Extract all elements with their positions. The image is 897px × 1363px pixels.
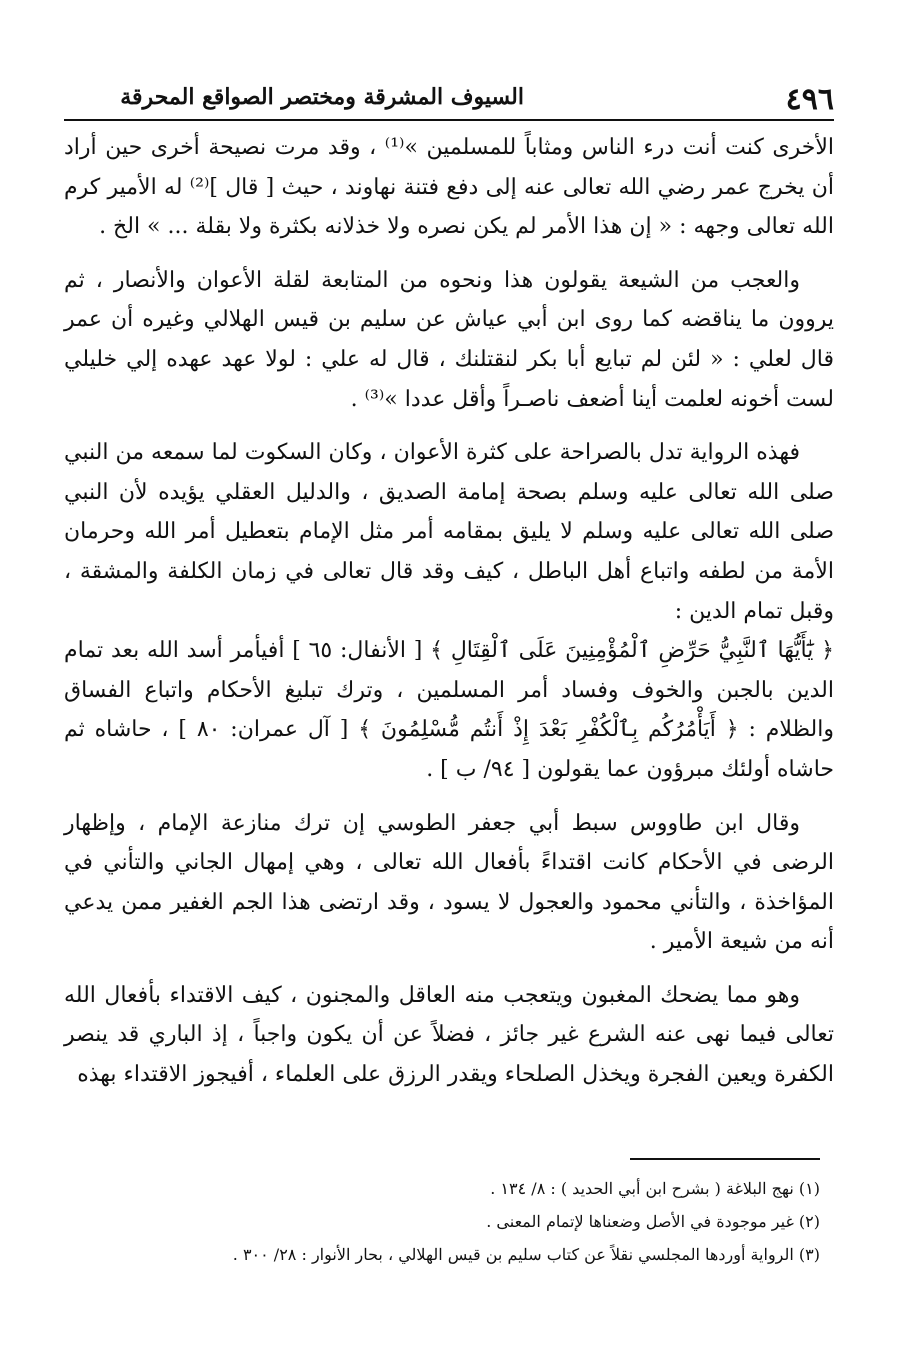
header-rule <box>64 119 834 121</box>
paragraph-2: والعجب من الشيعة يقولون هذا ونحوه من المتابعة لقلة الأعوان والأنصار ، ثم يروون ما يناقضه كما روى ابن أبي عياش عن سليم بن قيس الهلالي وغيره أن عمر قال لعلي : « لئن لم تبايع أبا بكر لنقتلنك ، قال له علي : لولا عهد عهده إلي خليلي لست أخونه لعلمت أينا أضعف ناصـراً وأقل عددا »⁽³⁾ . <box>64 267 834 412</box>
footnote-3: (٣) الرواية أوردها المجلسي نقلاً عن كتاب سليم بن قيس الهلالي ، بحار الأنوار : ٢٨/ ٣٠٠ . <box>232 1245 820 1264</box>
footnote-rule <box>630 1158 820 1160</box>
page-number: ٤٩٦ <box>785 82 834 117</box>
main-text <box>64 128 834 1109</box>
paragraph-4: ﴿ يَٰٓأَيُّهَا ٱلنَّبِيُّ حَرِّضِ ٱلْمُؤْمِنِينَ عَلَى ٱلْقِتَالِ ﴾ [ الأنفال: ٦٥ ] أفيأمر أسد الله بعد تمام الدين بالجبن والخوف وفساد أمر المسلمين ، وترك تبليغ الأحكام واتباع الفساق والظلام : ﴿ أَيَأْمُرُكُم بِٱلْكُفْرِ بَعْدَ إِذْ أَنتُم مُّسْلِمُونَ ﴾ [ آل عمران: ٨٠ ] ، حاشاه ثم حاشاه أولئك مبرؤون عما يقولون [ ٩٤/ ب ] . <box>64 638 835 782</box>
footnotes <box>64 1172 820 1271</box>
running-title: السيوف المشرقة ومختصر الصواقع المحرقة <box>120 84 524 110</box>
page-header <box>64 82 834 122</box>
footnote-1: (١) نهج البلاغة ( بشرح ابن أبي الحديد ) : ٨/ ١٣٤ . <box>490 1179 820 1198</box>
footnote-2: (٢) غير موجودة في الأصل وضعناها لإتمام المعنى . <box>486 1212 820 1231</box>
paragraph-6: وهو مما يضحك المغبون ويتعجب منه العاقل والمجنون ، كيف الاقتداء بأفعال الله تعالى فيما نهى عنه الشرع غير جائز ، فضلاً عن أن يكون واجباً ، إذ الباري قد ينصر الكفرة ويعين الفجرة ويخذل الصلحاء ويقدر الرزق على العلماء ، أفيجوز الاقتداء بهذه <box>64 982 834 1088</box>
paragraph-1: الأخرى كنت أنت درء الناس ومثاباً للمسلمين »⁽¹⁾ ، وقد مرت نصيحة أخرى حين أراد أن يخرج عمر رضي الله تعالى عنه إلى دفع فتنة نهاوند ، حيث [ قال ]⁽²⁾ له الأمير كرم الله تعالى وجهه : « إن هذا الأمر لم يكن نصره ولا خذلانه بكثرة ولا بقلة ... » الخ . <box>64 135 834 240</box>
paragraph-5: وقال ابن طاووس سبط أبي جعفر الطوسي إن ترك منازعة الإمام ، وإظهار الرضى في الأحكام كانت اقتداءً بأفعال الله تعالى ، وهي إمهال الجاني والتأني في المؤاخذة ، والتأني محمود والعجول لا يسود ، وقد ارتضى هذا الجم الغفير ممن يدعي أنه من شيعة الأمير . <box>64 810 834 955</box>
paragraph-3: فهذه الرواية تدل بالصراحة على كثرة الأعوان ، وكان السكوت لما سمعه من النبي صلى الله تعالى عليه وسلم بصحة إمامة الصديق ، والدليل العقلي يؤيده لأن النبي صلى الله تعالى عليه وسلم لا يليق بمقامه أمر مثل الإمام بتعطيل أمر الله وحرمان الأمة من لطفه واتباع أهل الباطل ، كيف وقد قال تعالى في زمان الكلفة والمشقة ، وقبل تمام الدين : <box>64 440 834 624</box>
